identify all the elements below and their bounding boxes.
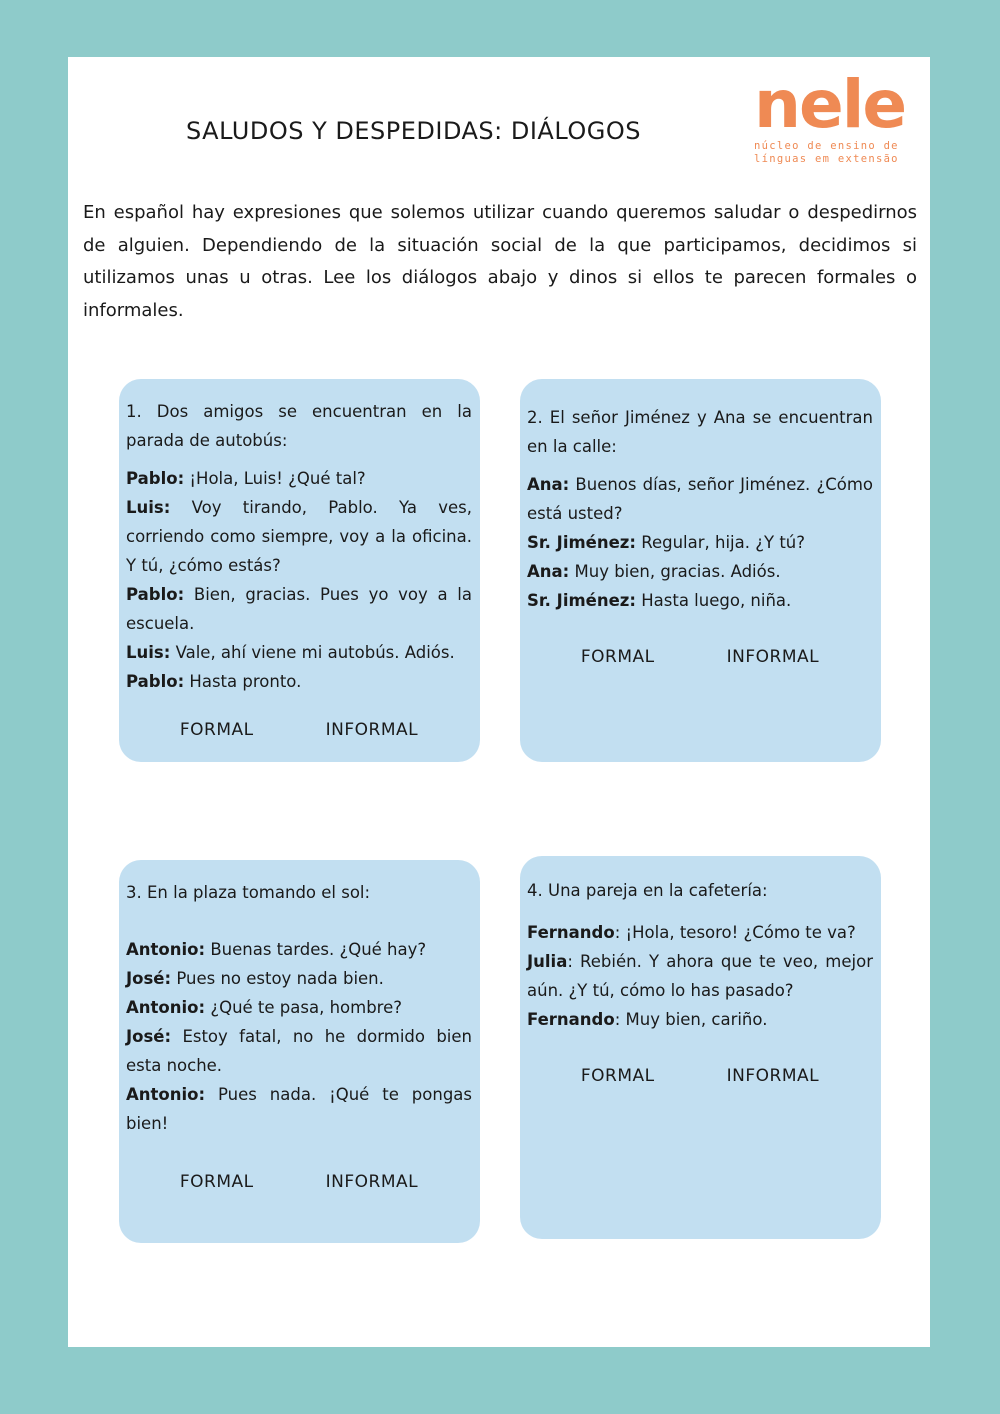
line-text: Voy tirando, Pablo. Ya ves, corriendo como siempre, voy a la oficina. Y tú, ¿cómo estás? xyxy=(126,498,472,575)
speaker-name: Ana: xyxy=(527,562,570,581)
dialogue-card-1 xyxy=(119,379,480,762)
dialogue-line xyxy=(126,993,472,1022)
answer-choices xyxy=(527,643,873,672)
dialogue-line xyxy=(126,1022,472,1080)
dialogue-line xyxy=(126,964,472,993)
informal-option[interactable]: INFORMAL xyxy=(726,1066,820,1086)
speaker-name: Antonio: xyxy=(126,998,206,1017)
dialogue-line xyxy=(527,528,873,557)
line-text: Buenas tardes. ¿Qué hay? xyxy=(205,940,427,959)
informal-option[interactable]: INFORMAL xyxy=(726,647,820,667)
line-text: Vale, ahí viene mi autobús. Adiós. xyxy=(170,643,455,662)
dialogue-heading: 1. Dos amigos se encuentran en la parada de autobús: xyxy=(126,402,472,450)
answer-choices xyxy=(527,1062,873,1091)
formal-option[interactable]: FORMAL xyxy=(179,720,254,740)
dialogue-line xyxy=(527,557,873,586)
dialogue-heading: 3. En la plaza tomando el sol: xyxy=(126,883,371,902)
speaker-name: Pablo: xyxy=(126,672,185,691)
dialogue-line xyxy=(126,667,472,696)
line-text: : Muy bien, cariño. xyxy=(614,1010,768,1029)
line-text: ¿Qué te pasa, hombre? xyxy=(205,998,402,1017)
line-text: Buenos días, señor Jiménez. ¿Cómo está usted? xyxy=(527,475,873,523)
dialogue-line xyxy=(126,935,472,964)
line-text: Regular, hija. ¿Y tú? xyxy=(636,533,806,552)
dialogue-line xyxy=(527,1005,873,1034)
speaker-name: Pablo: xyxy=(126,585,185,604)
dialogue-card-3 xyxy=(119,860,480,1243)
speaker-name: Fernando xyxy=(527,1010,615,1029)
line-text: Pues nada. ¡Qué te pongas bien! xyxy=(126,1085,472,1133)
line-text: : Rebién. Y ahora que te veo, mejor aún. ¿Y tú, cómo lo has pasado? xyxy=(527,952,873,1000)
logo-wordmark: nele xyxy=(754,66,906,143)
dialogue-line xyxy=(126,638,472,667)
formal-option[interactable]: FORMAL xyxy=(580,647,655,667)
logo-tagline-line-1: núcleo de ensino de xyxy=(754,140,899,152)
dialogue-line xyxy=(527,470,873,528)
speaker-name: Antonio: xyxy=(126,1085,206,1104)
speaker-name: Antonio: xyxy=(126,940,206,959)
logo-tagline-line-2: línguas em extensão xyxy=(754,153,899,165)
speaker-name: Pablo: xyxy=(126,469,185,488)
speaker-name: Sr. Jiménez: xyxy=(527,591,636,610)
answer-choices xyxy=(126,1168,472,1197)
speaker-name: Luis: xyxy=(126,498,171,517)
worksheet-page xyxy=(68,57,930,1347)
speaker-name: José: xyxy=(126,1027,172,1046)
dialogue-line xyxy=(126,580,472,638)
dialogue-card-4 xyxy=(520,856,881,1239)
line-text: Estoy fatal, no he dormido bien esta noche. xyxy=(126,1027,472,1075)
formal-option[interactable]: FORMAL xyxy=(179,1172,254,1192)
line-text: Bien, gracias. Pues yo voy a la escuela. xyxy=(126,585,472,633)
dialogue-line xyxy=(527,586,873,615)
speaker-name: Fernando xyxy=(527,923,615,942)
line-text: Hasta pronto. xyxy=(184,672,302,691)
line-text: Hasta luego, niña. xyxy=(636,591,792,610)
dialogue-line xyxy=(126,493,472,580)
dialogue-heading: 2. El señor Jiménez y Ana se encuentran en la calle: xyxy=(527,408,873,456)
line-text: : ¡Hola, tesoro! ¿Cómo te va? xyxy=(614,923,856,942)
line-text: Muy bien, gracias. Adiós. xyxy=(569,562,781,581)
intro-paragraph: En español hay expresiones que solemos utilizar cuando queremos saludar o despedirnos de alguien. Dependiendo de la situación social de la que participamos, decidimos si utilizamos unas u otras. Lee los diálogos abajo y dinos si ellos te parecen formales o informales. xyxy=(83,202,917,321)
speaker-name: Sr. Jiménez: xyxy=(527,533,636,552)
line-text: Pues no estoy nada bien. xyxy=(171,969,384,988)
page-title: SALUDOS Y DESPEDIDAS: DIÁLOGOS xyxy=(186,117,641,145)
speaker-name: Luis: xyxy=(126,643,171,662)
speaker-name: Julia xyxy=(527,952,568,971)
speaker-name: Ana: xyxy=(527,475,570,494)
dialogue-line xyxy=(527,918,873,947)
dialogue-line xyxy=(126,464,472,493)
informal-option[interactable]: INFORMAL xyxy=(325,720,419,740)
informal-option[interactable]: INFORMAL xyxy=(325,1172,419,1192)
dialogue-card-2 xyxy=(520,379,881,762)
nele-logo xyxy=(754,66,920,169)
answer-choices xyxy=(126,716,472,745)
formal-option[interactable]: FORMAL xyxy=(580,1066,655,1086)
speaker-name: José: xyxy=(126,969,172,988)
dialogue-line xyxy=(527,947,873,1005)
dialogue-line xyxy=(126,1080,472,1138)
line-text: ¡Hola, Luis! ¿Qué tal? xyxy=(184,469,366,488)
dialogue-heading: 4. Una pareja en la cafetería: xyxy=(527,881,768,900)
